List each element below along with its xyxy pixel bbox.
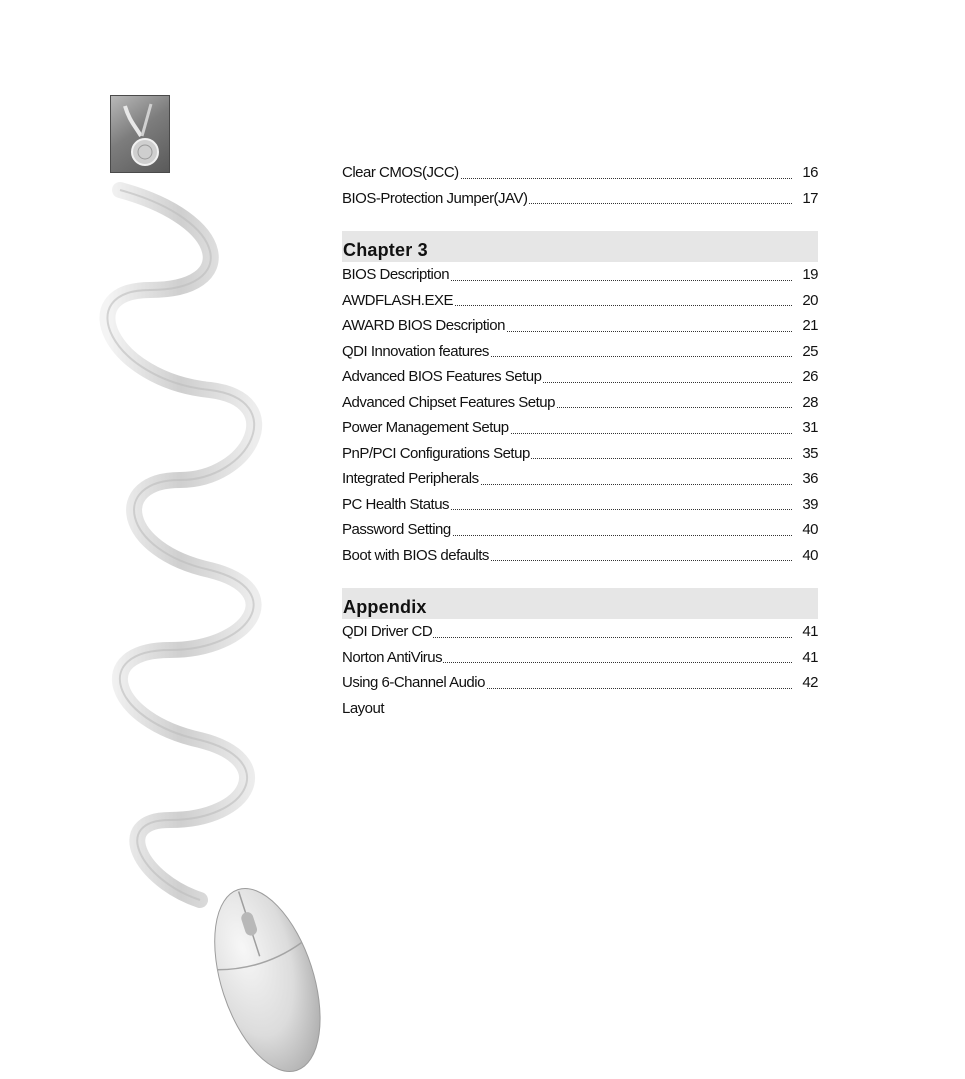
toc-entry-title: QDI Innovation features xyxy=(342,342,489,360)
toc-entry[interactable] xyxy=(342,670,818,696)
toc-entry[interactable] xyxy=(342,645,818,671)
toc-entry-page: 21 xyxy=(801,313,818,339)
toc-entry[interactable] xyxy=(342,543,818,569)
section-heading-appendix: Appendix xyxy=(342,588,818,619)
toc-entry[interactable] xyxy=(342,160,818,186)
toc-entry[interactable] xyxy=(342,517,818,543)
toc-entry-title: QDI Driver CD xyxy=(342,623,433,640)
toc-entry-page: 39 xyxy=(801,492,818,518)
toc-entry[interactable] xyxy=(342,390,818,416)
toc-entry-page: 20 xyxy=(801,288,818,314)
toc-entry-title: BIOS-Protection Jumper(JAV) xyxy=(342,189,528,207)
toc-entry-title: Layout xyxy=(342,699,385,717)
toc-entry[interactable] xyxy=(342,696,818,722)
toc-entry-title: BIOS Description xyxy=(342,266,450,283)
toc-entry[interactable] xyxy=(342,619,818,645)
toc-entry-page: 42 xyxy=(801,670,818,696)
toc-entry-page: 40 xyxy=(801,543,818,569)
toc-entry-title: Advanced Chipset Features Setup xyxy=(342,393,555,411)
toc-entry-title: Password Setting xyxy=(342,521,451,538)
medal-badge-image xyxy=(110,95,170,173)
toc-entry-page: 40 xyxy=(801,517,818,543)
toc-entry[interactable] xyxy=(342,339,818,365)
table-of-contents xyxy=(342,160,818,721)
toc-entry-title: PC Health Status xyxy=(342,495,450,513)
toc-entry[interactable] xyxy=(342,186,818,212)
toc-entry-title: PnP/PCI Configurations Setup xyxy=(342,444,530,462)
toc-entry-page: 28 xyxy=(801,390,818,416)
section-heading-chapter-3: Chapter 3 xyxy=(342,231,818,262)
toc-entry-page: 31 xyxy=(801,415,818,441)
toc-entry-title: Power Management Setup xyxy=(342,419,509,436)
toc-entry-page: 25 xyxy=(801,339,818,365)
toc-entry-page: 41 xyxy=(801,645,818,671)
toc-entry-page: 36 xyxy=(801,466,818,492)
toc-entry[interactable] xyxy=(342,364,818,390)
toc-entry-title: AWARD BIOS Description xyxy=(342,317,505,334)
toc-entry[interactable] xyxy=(342,492,818,518)
toc-entry-page: 19 xyxy=(801,262,818,288)
toc-entry[interactable] xyxy=(342,313,818,339)
toc-entry-title: Using 6-Channel Audio xyxy=(342,674,485,691)
toc-entry-title: Norton AntiVirus xyxy=(342,648,443,666)
toc-entry-title: Clear CMOS(JCC) xyxy=(342,164,459,181)
toc-entry-page: 35 xyxy=(801,441,818,467)
toc-entry[interactable] xyxy=(342,441,818,467)
toc-entry[interactable] xyxy=(342,262,818,288)
toc-entry-page: 16 xyxy=(801,160,818,186)
toc-entry-page: 26 xyxy=(801,364,818,390)
toc-entry[interactable] xyxy=(342,466,818,492)
toc-entry-page: 41 xyxy=(801,619,818,645)
toc-entry-title: Advanced BIOS Features Setup xyxy=(342,368,542,385)
toc-entry-title: Boot with BIOS defaults xyxy=(342,546,489,564)
toc-entry-title: Integrated Peripherals xyxy=(342,470,479,487)
ribbon-mouse-illustration xyxy=(0,180,330,1079)
toc-entry[interactable] xyxy=(342,415,818,441)
toc-entry-page: 17 xyxy=(801,186,818,212)
toc-entry-title: AWDFLASH.EXE xyxy=(342,291,453,309)
toc-entry[interactable] xyxy=(342,288,818,314)
